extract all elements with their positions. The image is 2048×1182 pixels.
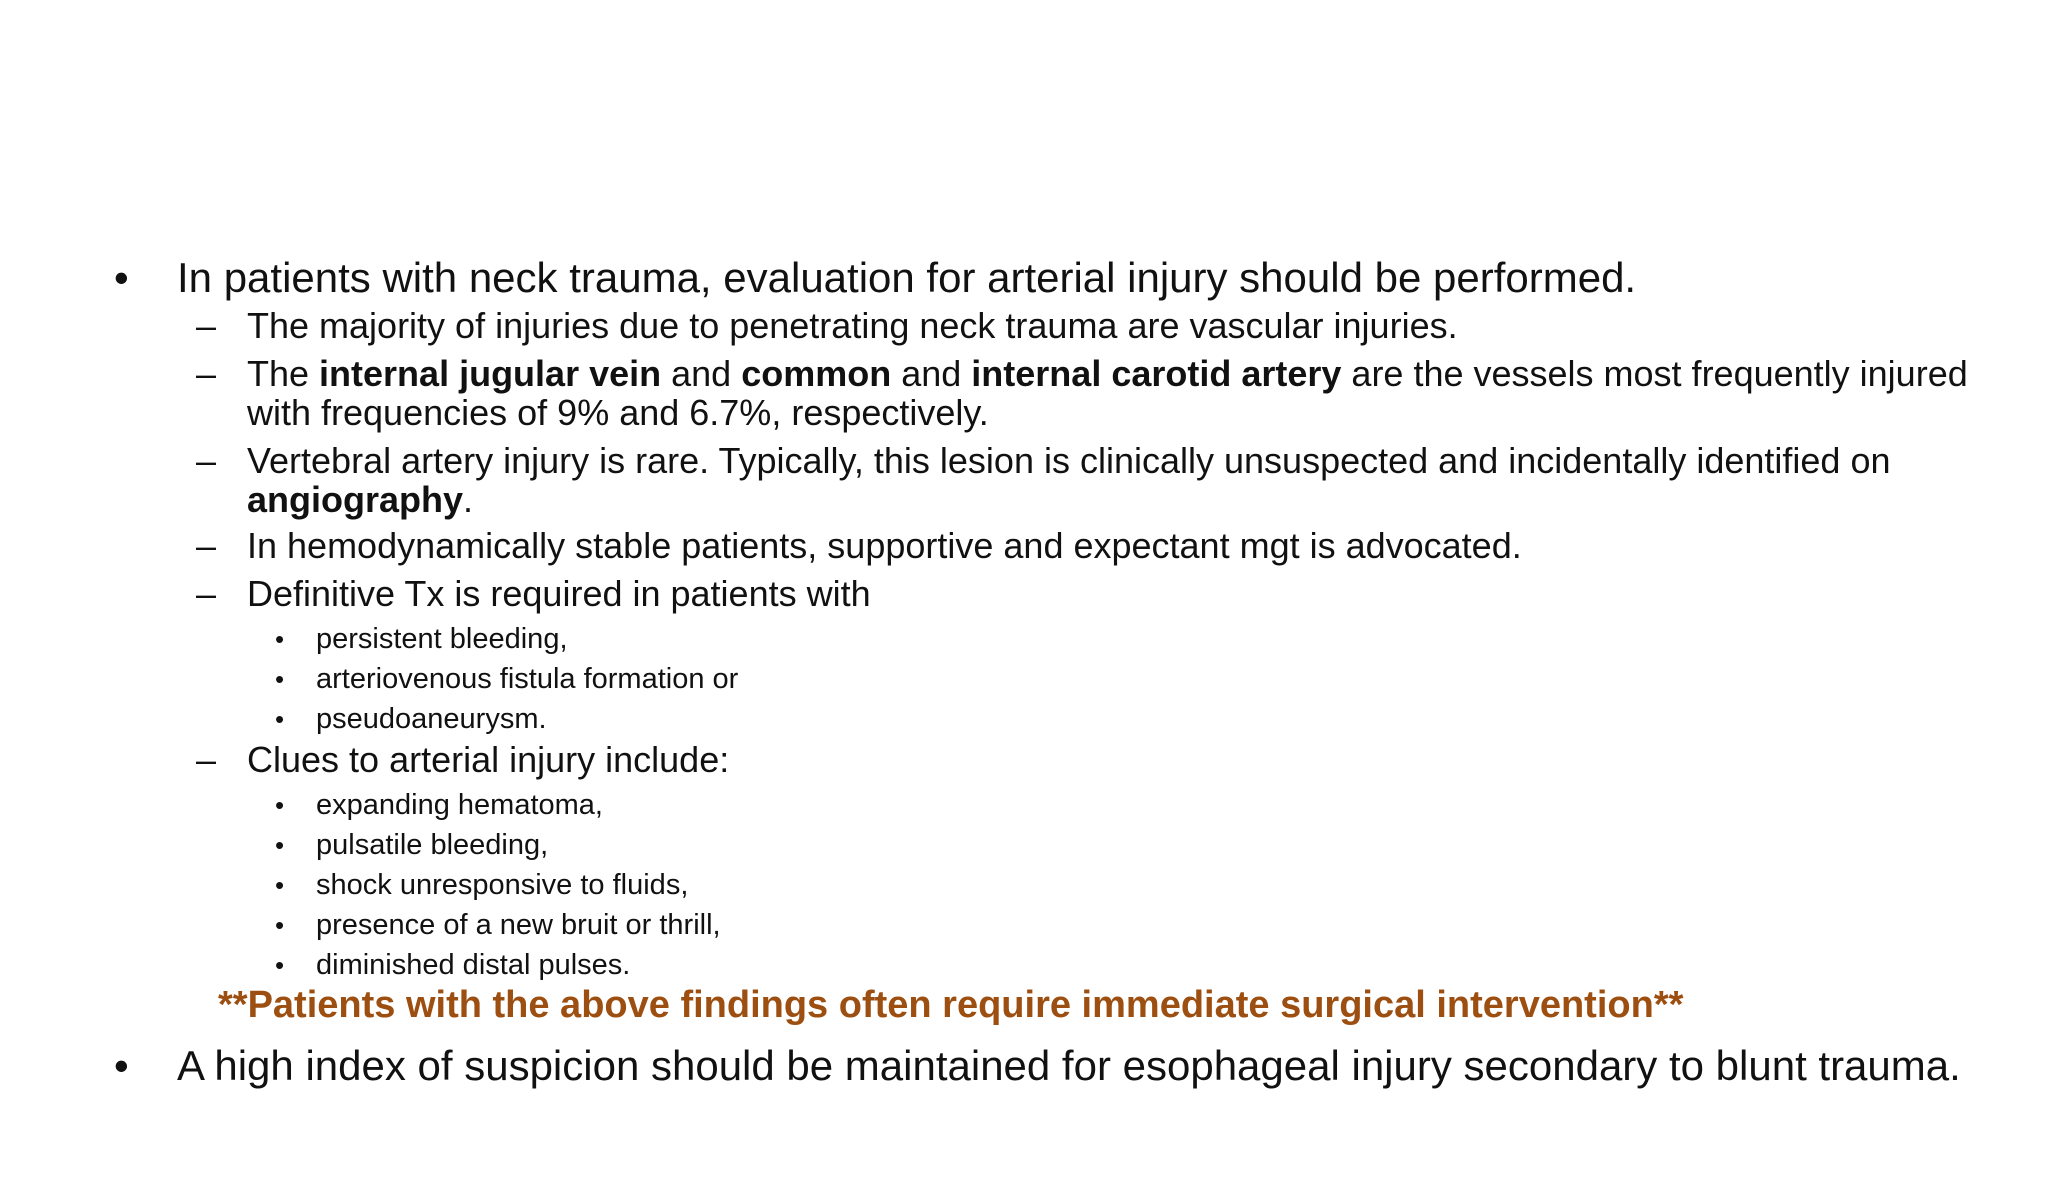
bullet-text: In patients with neck trauma, evaluation for arterial injury should be performed.: [177, 254, 1637, 301]
bold-term: angiography: [247, 479, 464, 520]
bullet-marker: •: [275, 950, 285, 980]
dash-marker: –: [196, 525, 217, 566]
bold-term: internal carotid artery: [971, 353, 1342, 394]
list-item-text: arteriovenous fistula formation or: [316, 663, 739, 695]
list-item-text: persistent bleeding,: [316, 623, 568, 655]
bullet-marker: •: [275, 704, 285, 734]
text-run: .: [463, 479, 474, 520]
bullet-marker: •: [275, 870, 285, 900]
text-run: Vertebral artery injury is rare. Typically, this lesion is clinically unsuspected and incidentally identified on: [247, 440, 1891, 481]
text-run: are the vessels most frequently injured with frequencies of 9% and 6.7%, respectively.: [247, 353, 1968, 433]
list-item-text: pseudoaneurysm.: [316, 703, 547, 735]
sub-point-text: Definitive Tx is required in patients with: [247, 573, 871, 614]
list-item-text: expanding hematoma,: [316, 789, 603, 821]
sub-point-text: The majority of injuries due to penetrating neck trauma are vascular injuries.: [247, 305, 1458, 346]
sub-point-text: In hemodynamically stable patients, supportive and expectant mgt is advocated.: [247, 525, 1522, 566]
dash-marker: –: [196, 305, 217, 346]
sub-point-text: [247, 441, 1987, 519]
sub-point-text: [247, 354, 1987, 432]
list-item-text: pulsatile bleeding,: [316, 829, 549, 861]
sub-point-text: Clues to arterial injury include:: [247, 739, 730, 780]
callout-text: **Patients with the above findings often require immediate surgical intervention**: [218, 984, 1684, 1026]
list-item-text: diminished distal pulses.: [316, 949, 631, 981]
bullet-marker: •: [275, 790, 285, 820]
list-item-text: presence of a new bruit or thrill,: [316, 909, 721, 941]
bullet-marker: •: [275, 910, 285, 940]
bullet-marker: •: [114, 1042, 129, 1089]
text-run: and: [891, 353, 972, 394]
bold-term: common: [741, 353, 892, 394]
bullet-text: A high index of suspicion should be maintained for esophageal injury secondary to blunt trauma.: [177, 1042, 1961, 1089]
bullet-marker: •: [114, 254, 129, 301]
dash-marker: –: [196, 353, 217, 394]
dash-marker: –: [196, 573, 217, 614]
bullet-marker: •: [275, 664, 285, 694]
bullet-marker: •: [275, 624, 285, 654]
dash-marker: –: [196, 739, 217, 780]
bullet-marker: •: [275, 830, 285, 860]
dash-marker: –: [196, 440, 217, 481]
text-run: and: [661, 353, 742, 394]
bold-term: internal jugular vein: [319, 353, 662, 394]
list-item-text: shock unresponsive to fluids,: [316, 869, 689, 901]
text-run: The: [247, 353, 320, 394]
